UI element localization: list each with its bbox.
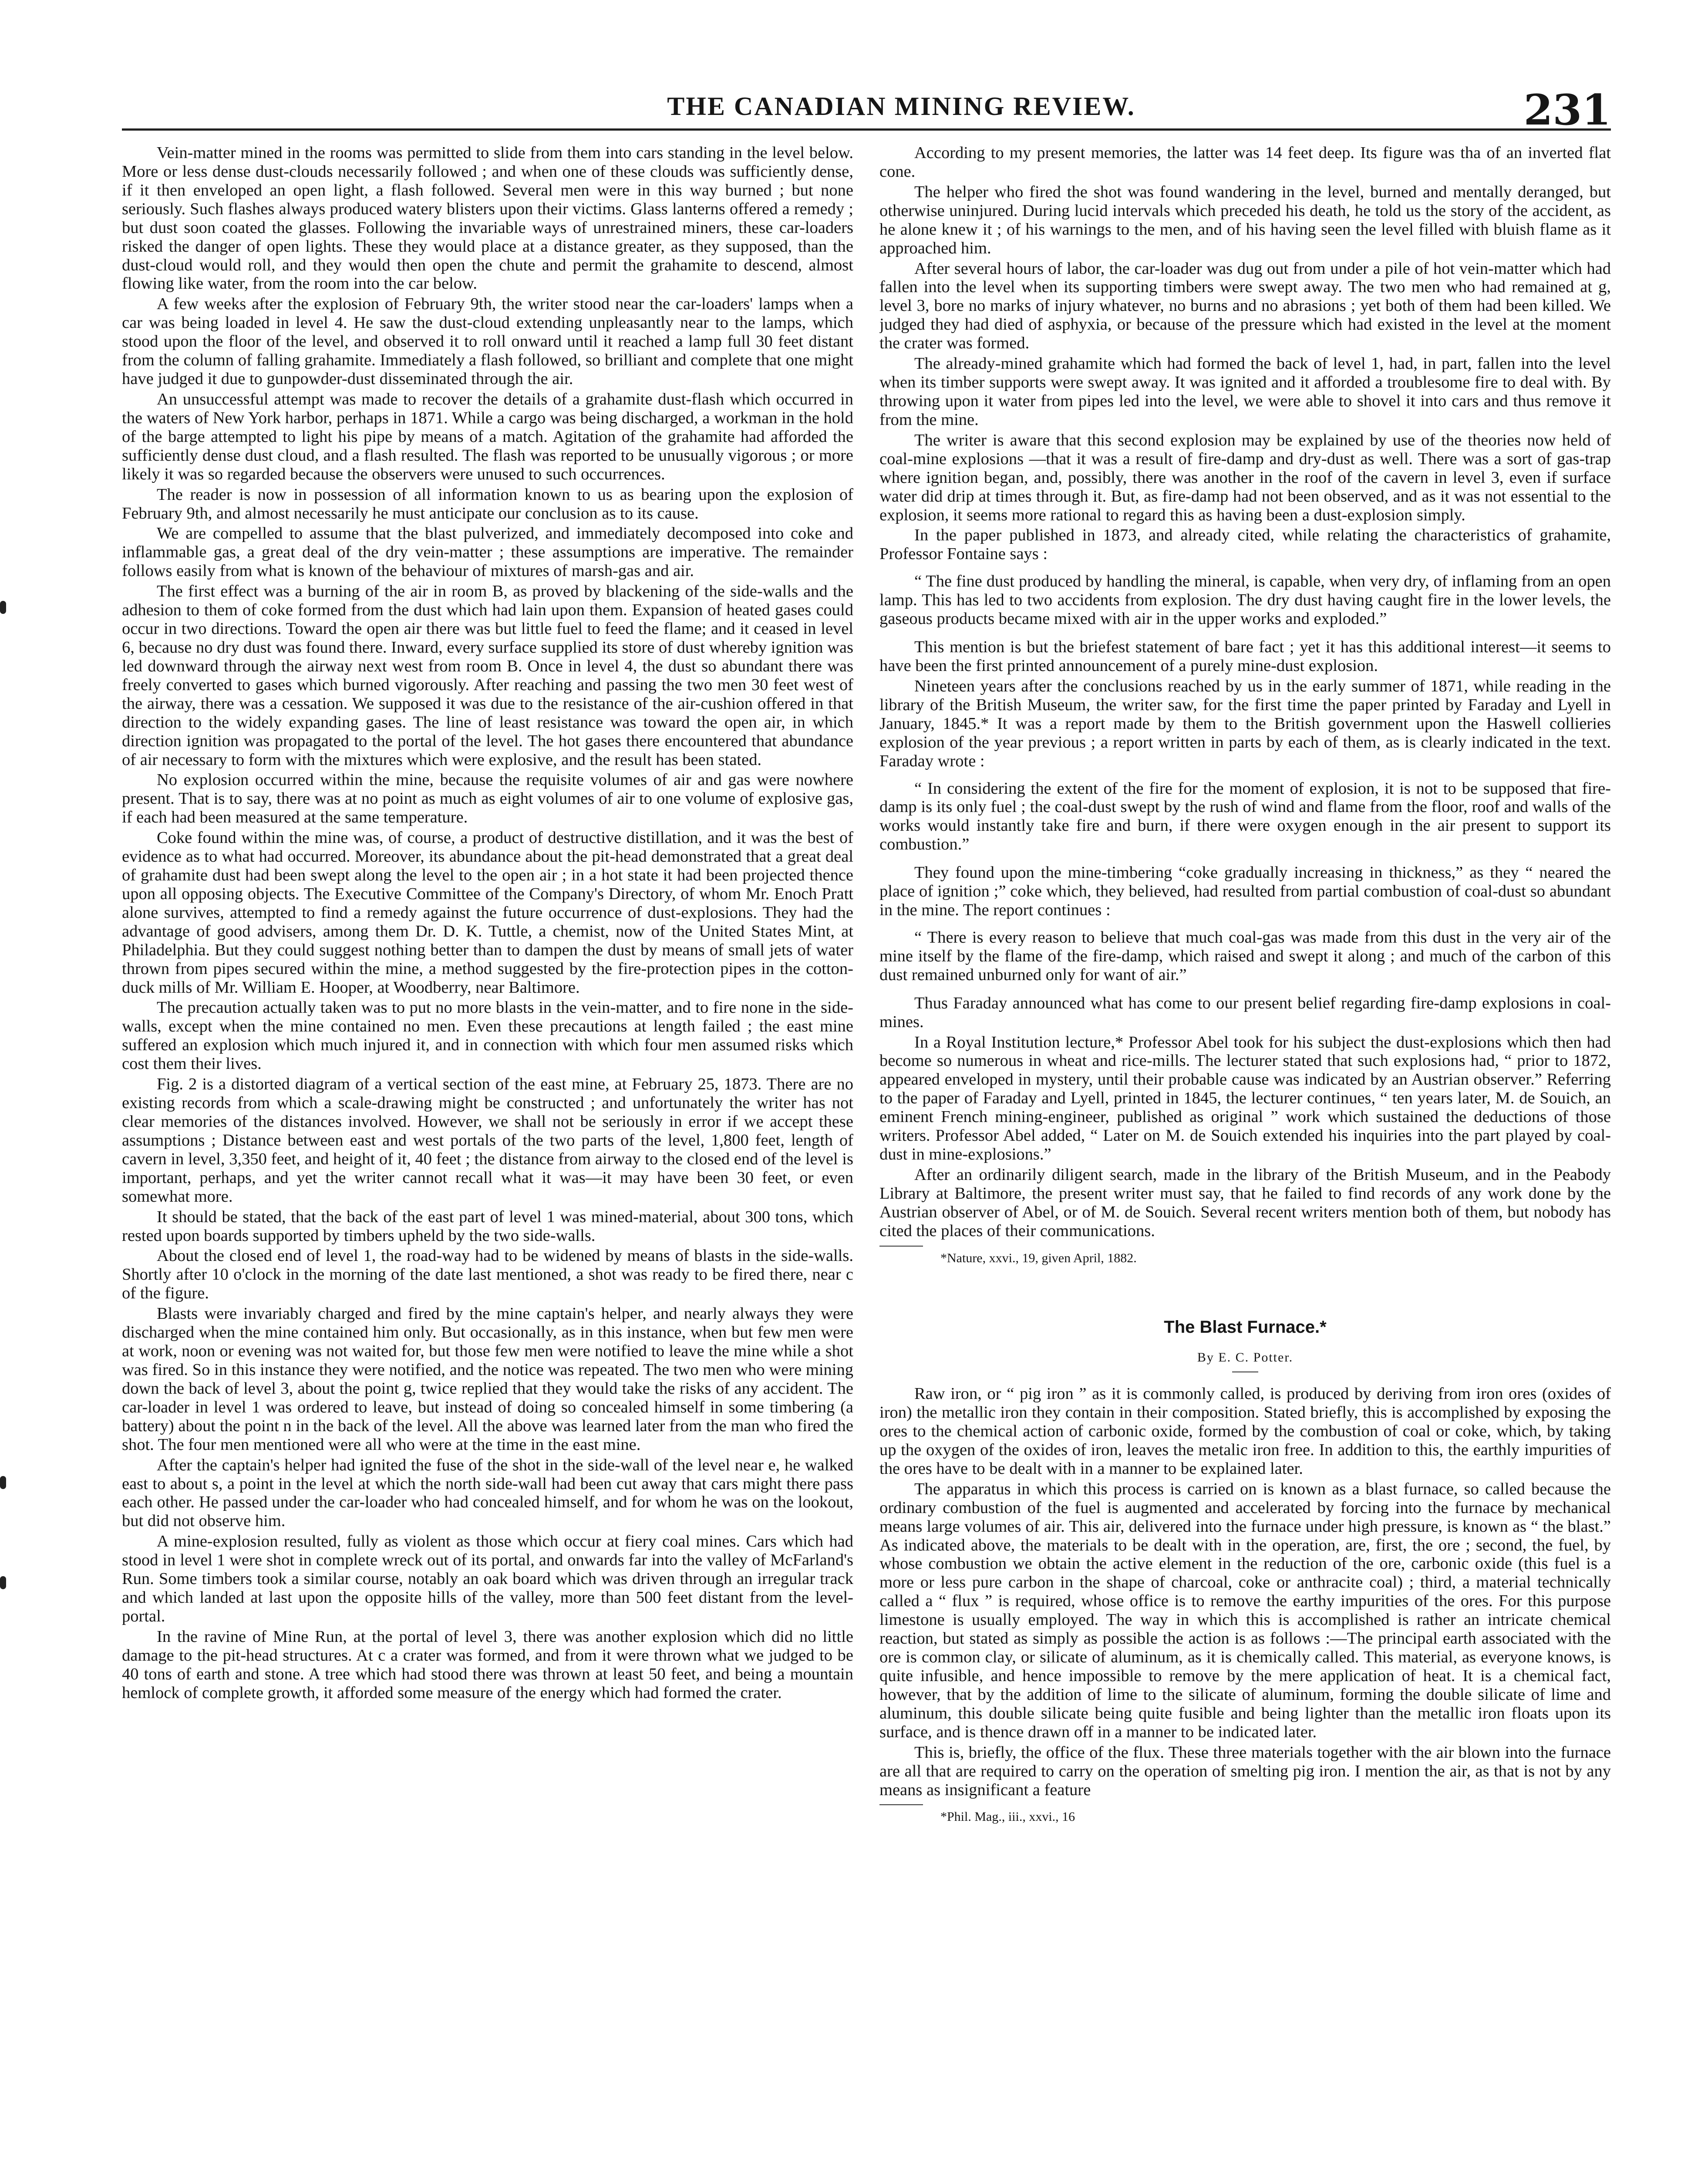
- paragraph: The precaution actually taken was to put no more blasts in the vein-matter, and to fire none in the side-walls, except when the mine contained no men. Even these precautions at length failed ; the east mine suffered an explosion which much injured it, and in connection with which four men assumed risks which cost them their lives.: [122, 998, 853, 1073]
- footnote-rule: [879, 1246, 923, 1247]
- paragraph: No explosion occurred within the mine, because the requisite volumes of air and gas were nowhere present. That is to say, there was at no point as much as eight volumes of air to one volume of explosive gas, if each had been measured at the same temperature.: [122, 771, 853, 827]
- paragraph: A few weeks after the explosion of February 9th, the writer stood near the car-loaders' lamps when a car was being loaded in level 4. He saw the dust-cloud extending unpleasantly near to the lamps, which stood upon the floor of the level, and observed it to roll onward until it reached a lamp full 30 feet distant from the column of falling grahamite. Immediately a flash followed, so brilliant and complete that one might have judged it due to gunpowder-dust disseminated through the air.: [122, 295, 853, 388]
- block-quote: “ In considering the extent of the fire for the moment of explosion, it is not to be supposed that fire-damp is its only fuel ; the coal-dust swept by the rush of wind and flame from the floor, roof and walls of the works would instantly take fire and burn, if there were oxygen enough in the air present to support its combustion.”: [879, 779, 1611, 854]
- paragraph: After several hours of labor, the car-loader was dug out from under a pile of hot vein-matter which had fallen into the level when its supporting timbers were swept away. The two men who had remained at g, level 3, bore no marks of injury whatever, no burns and no abrasions ; yet both of them had been killed. We judged they had died of asphyxia, or because of the pressure which had existed in the level at the moment the crater was formed.: [879, 259, 1611, 353]
- paragraph: This mention is but the briefest statement of bare fact ; yet it has this additional interest—it seems to have been the first printed announcement of a purely mine-dust explosion.: [879, 638, 1611, 675]
- paragraph: The first effect was a burning of the air in room B, as proved by blackening of the side-walls and the adhesion to them of coke formed from the dust which had lain upon them. Expansion of heated gases could occur in two directions. Toward the open air there was but little fuel to feed the flame; and it ceased in level 6, because no dry dust was found there. Inward, every surface supplied its store of dust whereby ignition was led downward through the airway next west from room B. Once in level 4, the dust so abundant there was freely converted to gases which burned vigorously. After reaching and passing the two men 30 feet west of the airway, there was a cessation. We supposed it was due to the resistance of the air-cushion offered in that direction to the widely expanding gases. The line of least resistance was toward the open air, in which direction ignition was propagated to the portal of the level. The hot gases there encountered that abundance of air necessary to form with the mixtures which were explosive, and the result has been stated.: [122, 582, 853, 769]
- block-quote: “ The fine dust produced by handling the mineral, is capable, when very dry, of inflaming from an open lamp. This has led to two accidents from explosion. The dry dust having caught fire in the lower levels, the gaseous products became mixed with air in the upper works and exploded.”: [879, 572, 1611, 628]
- right-column: [879, 144, 1611, 2177]
- paragraph: The reader is now in possession of all information known to us as bearing upon the explosion of February 9th, and almost necessarily he must anticipate our conclusion as to its cause.: [122, 485, 853, 522]
- paragraph: They found upon the mine-timbering “coke gradually increasing in thickness,” as they “ neared the place of ignition ;” coke which, they believed, had resulted from partial combustion of coal-dust so abundant in the mine. The report continues :: [879, 863, 1611, 920]
- paragraph: We are compelled to assume that the blast pulverized, and immediately decomposed into coke and inflammable gas, a great deal of the dry vein-matter ; these assumptions are imperative. The remainder follows easily from what is known of the behaviour of mixtures of marsh-gas and air.: [122, 524, 853, 580]
- page-number: 231: [1523, 85, 1611, 135]
- margin-mark: [0, 1476, 6, 1489]
- paragraph: In the ravine of Mine Run, at the portal of level 3, there was another explosion which did no little damage to the pit-head structures. At c a crater was formed, and from it were thrown what we judged to be 40 tons of earth and stone. A tree which had stood there was thrown at least 50 feet, and being a mountain hemlock of complete growth, it afforded some measure of the energy which had formed the crater.: [122, 1627, 853, 1702]
- paragraph: It should be stated, that the back of the east part of level 1 was mined-material, about 300 tons, which rested upon boards supported by timbers upheld by the two side-walls.: [122, 1207, 853, 1245]
- paragraph: A mine-explosion resulted, fully as violent as those which occur at fiery coal mines. Cars which had stood in level 1 were shot in complete wreck out of its portal, and onwards far into the valley of McFarland's Run. Some timbers took a similar course, notably an oak board which was driven through an irregular track and which landed at last upon the opposite hills of the valley, more than 500 feet distant from the level-portal.: [122, 1532, 853, 1625]
- paragraph: After an ordinarily diligent search, made in the library of the British Museum, and in the Peabody Library at Baltimore, the present writer must say, that he failed to find records of any work done by the Austrian observer of Abel, or of M. de Souich. Several recent writers mention both of them, but nobody has cited the places of their communications.: [879, 1166, 1611, 1240]
- paragraph: The apparatus in which this process is carried on is known as a blast furnace, so called because the ordinary combustion of the fuel is augmented and accelerated by forcing into the furnace by mechanical means large volumes of air. This air, delivered into the furnace under high pressure, is known as “ the blast.” As indicated above, the materials to be dealt with in the operation, are, first, the ore ; second, the fuel, by whose combustion we obtain the active element in the reduction of the ore, carbonic oxide (this fuel is a more or less pure carbon in the shape of charcoal, coke or anthracite coal) ; third, a material technically called a “ flux ” is required, whose office is to remove the earthy impurities of the ores. For this purpose limestone is usually employed. The way in which this is accomplished is rather an intricate chemical reaction, but stated as simply as possible the action is as follows :—The principal earth associated with the ore is common clay, or silicate of aluminum, as it is chemically called. This material, as everyone knows, is quite infusible, and hence impossible to remove by the mere application of heat. It is a chemical fact, however, that by the addition of lime to the silicate of aluminum, forming the double silicate of lime and aluminum, this double silicate being quite fusible and being lighter than the metallic iron floats upon its surface, and is thence drawn off in a manner to be indicated later.: [879, 1479, 1611, 1741]
- paragraph: The helper who fired the shot was found wandering in the level, burned and mentally deranged, but otherwise uninjured. During lucid intervals which preceded his death, he told us the story of the accident, as he alone knew it ; of his warnings to the men, and of his having seen the level filled with bluish flame as it approached him.: [879, 182, 1611, 257]
- paragraph: Nineteen years after the conclusions reached by us in the early summer of 1871, while reading in the library of the British Museum, the writer saw, for the first time the paper printed by Faraday and Lyell in January, 1845.* It was a report made by them to the British government upon the Haswell collieries explosion of the year previous ; a report written in parts by each of them, as is clearly indicated in the text. Faraday wrote :: [879, 677, 1611, 770]
- paragraph: In a Royal Institution lecture,* Professor Abel took for his subject the dust-explosions which then had become so numerous in wheat and rice-mills. The lecturer stated that such explosions had, “ prior to 1872, appeared enveloped in mystery, until their probable cause was indicated by an Austrian observer.” Referring to the paper of Faraday and Lyell, printed in 1845, the lecturer continues, “ ten years later, M. de Souich, an eminent French mining-engineer, published as original ” work which sustained the deductions of those writers. Professor Abel added, “ Later on M. de Souich extended his inquiries into the part played by coal-dust in mine-explosions.”: [879, 1033, 1611, 1164]
- paragraph: Raw iron, or “ pig iron ” as it is commonly called, is produced by deriving from iron ores (oxides of iron) the metallic iron they contain in their composition. Stated briefly, this is accomplished by exposing the ores to the chemical action of carbonic oxide, formed by the combustion of coal or coke, which, by taking up the oxygen of the oxides of iron, leaves the metalic iron free. In addition to this, the earthly impurities of the ores have to be dealt with in a manner to be explained later.: [879, 1385, 1611, 1478]
- paragraph: After the captain's helper had ignited the fuse of the shot in the side-wall of the level near e, he walked east to about s, a point in the level at which the north side-wall had been cut away that cars might there pass each other. He passed under the car-loader who had concealed himself, and for whom he was on the lookout, but did not observe him.: [122, 1456, 853, 1530]
- footnote: *Nature, xxvi., 19, given April, 1882.: [940, 1250, 1137, 1265]
- footnote: *Phil. Mag., iii., xxvi., 16: [940, 1810, 1075, 1824]
- article-title: The Blast Furnace.*: [1164, 1318, 1327, 1337]
- paragraph: Vein-matter mined in the rooms was permitted to slide from them into cars standing in the level below. More or less dense dust-clouds necessarily followed ; and when one of these clouds was sufficiently dense, if it then enveloped an open light, a flash followed. Several men were in this way burned ; but none seriously. Such flashes always produced watery blisters upon their victims. Glass lanterns offered a remedy ; but dust soon coated the glasses. Following the invariable ways of unrestrained miners, these car-loaders risked the danger of open lights. These they would place at a distance greater, as they supposed, than the dust-cloud would roll, and they would then open the chute and permit the grahamite to descend, almost flowing like water, from the room into the car below.: [122, 144, 853, 293]
- paragraph: About the closed end of level 1, the road-way had to be widened by means of blasts in the side-walls. Shortly after 10 o'clock in the morning of the date last mentioned, a shot was ready to be fired there, near c of the figure.: [122, 1247, 853, 1303]
- block-quote: “ There is every reason to believe that much coal-gas was made from this dust in the very air of the mine itself by the flame of the fire-damp, which raised and swept it along ; and much of the carbon of this dust remained unburned only for want of air.”: [879, 928, 1611, 984]
- paragraph: In the paper published in 1873, and already cited, while relating the characteristics of grahamite, Professor Fontaine says :: [879, 526, 1611, 563]
- paragraph: This is, briefly, the office of the flux. These three materials together with the air blown into the furnace are all that are required to carry on the operation of smelting pig iron. I mention the air, as that is not by any means as insignificant a feature: [879, 1743, 1611, 1799]
- paragraph: According to my present memories, the latter was 14 feet deep. Its figure was tha of an inverted flat cone.: [879, 144, 1611, 181]
- paragraph: The already-mined grahamite which had formed the back of level 1, had, in part, fallen into the level when its timber supports were swept away. It was ignited and it afforded a troublesome fire to deal with. By throwing upon it water from pipes led into the level, we were able to shovel it into cars and thus remove it from the mine.: [879, 354, 1611, 429]
- paragraph: Blasts were invariably charged and fired by the mine captain's helper, and nearly always they were discharged when the mine contained him only. But occasionally, as in this instance, when but few men were at work, noon or evening was not waited for, but those few men were notified to leave the mine while a shot was fired. So in this instance they were notified, and the notice was repeated. The two men who were mining down the back of level 3, about the point g, twice replied that they would take the risks of any accident. The car-loader in level 1 was ordered to leave, but instead of doing so concealed himself in some timbering (a battery) about the point n in the back of the level. All the above was learned later from the man who fired the shot. The four men mentioned were all who were at the time in the east mine.: [122, 1304, 853, 1454]
- page-header: [122, 85, 1611, 135]
- margin-mark: [0, 601, 6, 614]
- paragraph: An unsuccessful attempt was made to recover the details of a grahamite dust-flash which occurred in the waters of New York harbor, perhaps in 1871. While a cargo was being discharged, a workman in the hold of the barge attempted to light his pipe by means of a match. Agitation of the grahamite had afforded the sufficiently dense dust cloud, and a flash resulted. The flash was reported to be unusually vigorous ; or more likely it was so regarded because the observers were unused to such occurrences.: [122, 390, 853, 483]
- paragraph: Fig. 2 is a distorted diagram of a vertical section of the east mine, at February 25, 1873. There are no existing records from which a scale-drawing might be constructed ; and unfortunately the writer has not clear memories of the distances involved. However, we shall not be seriously in error if we accept these assumptions ; Distance between east and west portals of the two parts of the level, 1,800 feet, length of cavern in level, 3,350 feet, and height of it, 40 feet ; the distance from airway to the closed end of the level is important, perhaps, and yet the writer cannot recall what it was—it may have been 30 feet, or even somewhat more.: [122, 1075, 853, 1206]
- left-column: [122, 144, 853, 2177]
- paragraph: Thus Faraday announced what has come to our present belief regarding fire-damp explosions in coal-mines.: [879, 994, 1611, 1031]
- footnote-rule: [879, 1804, 923, 1805]
- journal-title: THE CANADIAN MINING REVIEW.: [667, 92, 1135, 121]
- margin-mark: [0, 1576, 6, 1589]
- header-rule: [122, 128, 1611, 131]
- paragraph: The writer is aware that this second explosion may be explained by use of the theories now held of coal-mine explosions —that it was a result of fire-damp and dry-dust as well. There was a sort of gas-trap where ignition began, and, possibly, there was another in the roof of the cavern in level 3, even if surface water did drip at times through it. But, as fire-damp had not been observed, and as it was not essential to the explosion, it seems more rational to regard this as having been a dust-explosion simply.: [879, 431, 1611, 524]
- paragraph: Coke found within the mine was, of course, a product of destructive distillation, and it was the best of evidence as to what had occurred. Moreover, its abundance about the pit-head demonstrated that a great deal of grahamite dust had been swept along the level to the open air ; in a hot state it had been projected thence upon all opposing objects. The Executive Committee of the Company's Directory, of whom Mr. Enoch Pratt alone survives, attempted to find a remedy against the future occurrence of dust-explosions. They had the advantage of good advisers, among them Dr. D. K. Tuttle, a chemist, now of the United States Mint, at Philadelphia. But they could suggest nothing better than to dampen the dust by means of small jets of water thrown from pipes secured within the mine, a method suggested by the fire-protection pipes in the cotton-duck mills of Mr. William E. Hooper, at Woodberry, near Baltimore.: [122, 829, 853, 997]
- byline: By E. C. Potter.: [1197, 1350, 1294, 1365]
